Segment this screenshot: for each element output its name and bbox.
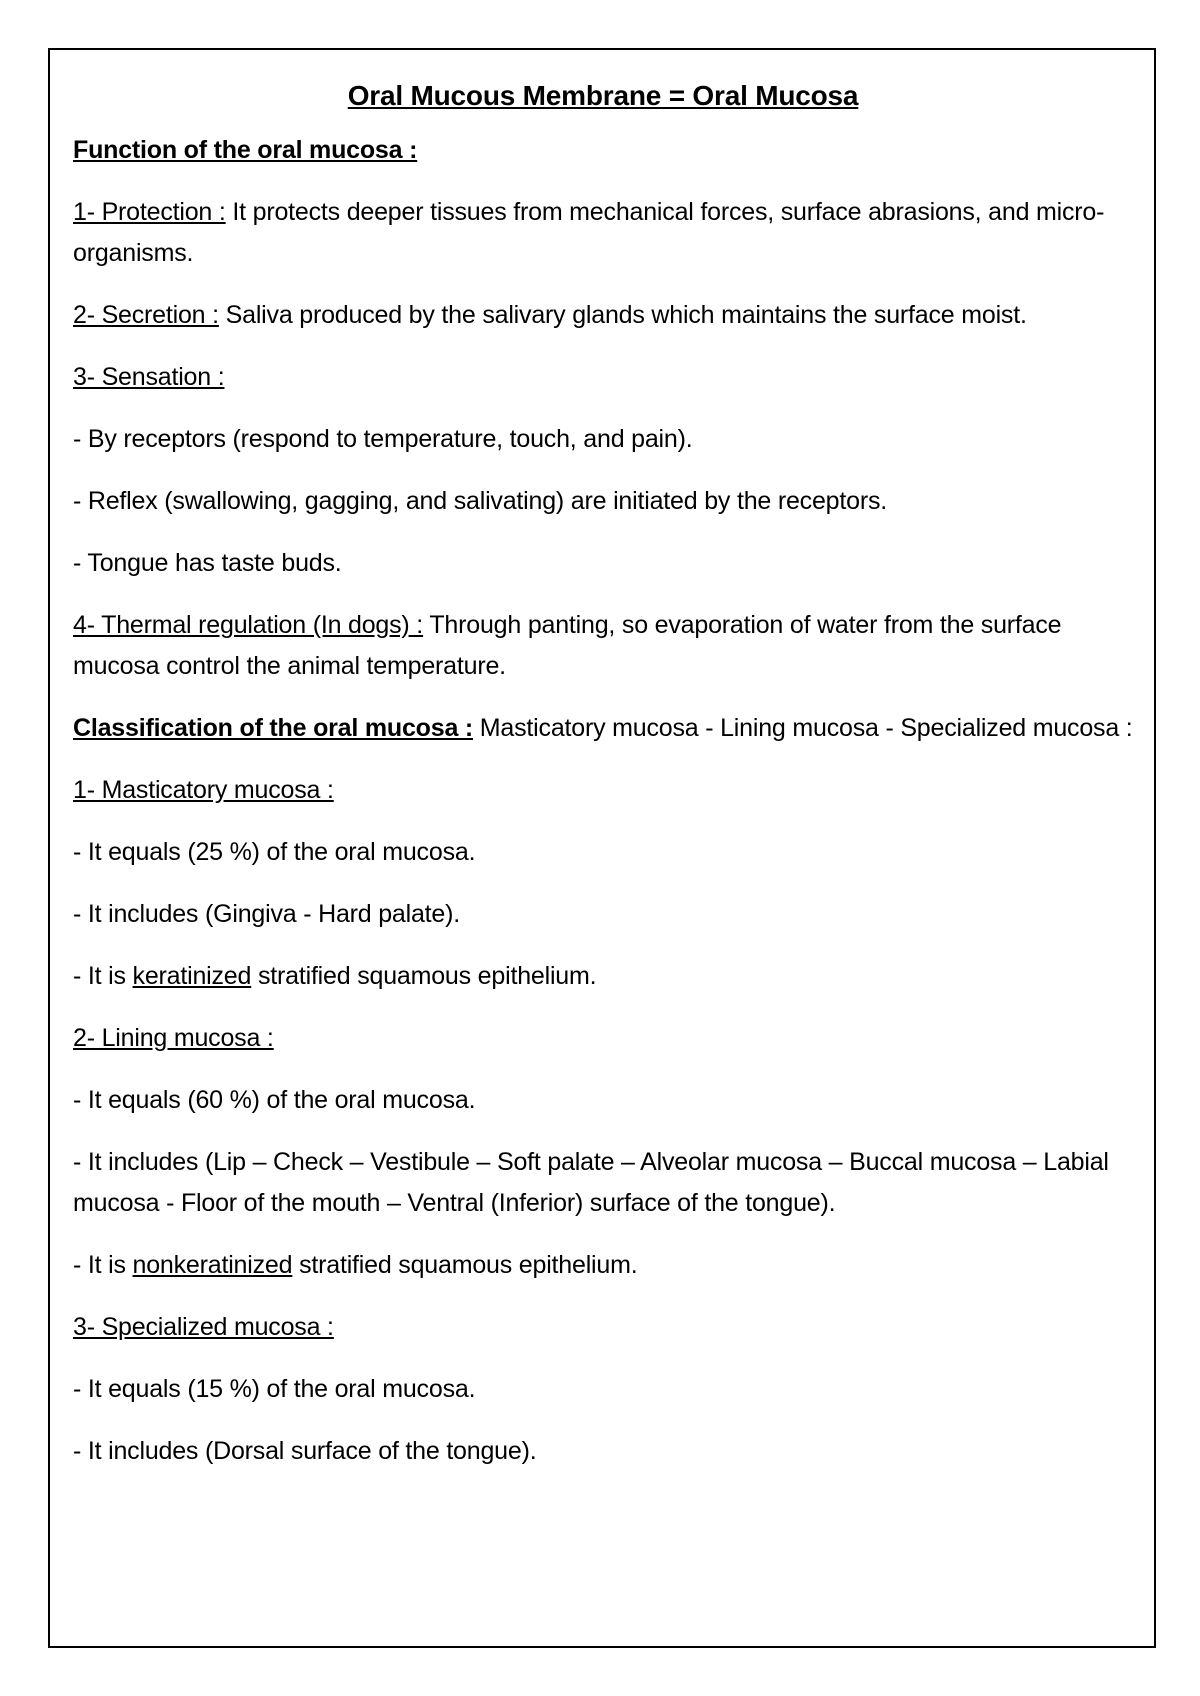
lining-heading bbox=[73, 1018, 1133, 1059]
function-protection bbox=[73, 192, 1133, 274]
specialized-equals: - It equals (15 %) of the oral mucosa. bbox=[73, 1375, 476, 1403]
thermal-text: Through panting, so evaporation of water from the surface mucosa control the animal temperature. bbox=[73, 611, 1062, 680]
masticatory-epithelium bbox=[73, 956, 1133, 997]
secretion-text: Saliva produced by the salivary glands which maintains the surface moist. bbox=[218, 301, 1027, 329]
sensation-label: 3- Sensation : bbox=[73, 363, 225, 391]
sensation-point-receptors: - By receptors (respond to temperature, touch, and pain). bbox=[73, 425, 693, 453]
masticatory-equals: - It equals (25 %) of the oral mucosa. bbox=[73, 838, 476, 866]
lining-is-suffix: stratified squamous epithelium. bbox=[292, 1251, 638, 1279]
thermal-label: 4- Thermal regulation (In dogs) : bbox=[73, 611, 424, 639]
specialized-heading-text: 3- Specialized mucosa : bbox=[73, 1313, 334, 1341]
lining-heading-text: 2- Lining mucosa : bbox=[73, 1024, 274, 1052]
classification-label: Classification of the oral mucosa : bbox=[73, 714, 474, 742]
function-secretion bbox=[73, 295, 1133, 336]
function-heading-text: Function of the oral mucosa : bbox=[73, 136, 418, 164]
secretion-label: 2- Secretion : bbox=[73, 301, 219, 329]
lining-includes: - It includes (Lip – Check – Vestibule – Soft palate – Alveolar mucosa – Buccal mucosa – Labial mucosa - Floor of the mouth – Ventral (Inferior) surface of the tongue). bbox=[73, 1148, 1109, 1217]
masticatory-includes: - It includes (Gingiva - Hard palate). bbox=[73, 900, 461, 928]
specialized-heading bbox=[73, 1307, 1133, 1348]
function-thermal bbox=[73, 605, 1133, 687]
masticatory-keyword: keratinized bbox=[132, 962, 252, 990]
classification-text: Masticatory mucosa - Lining mucosa - Specialized mucosa : bbox=[473, 714, 1133, 742]
masticatory-heading bbox=[73, 770, 1133, 811]
masticatory-is-prefix: - It is bbox=[73, 962, 133, 990]
document-body bbox=[73, 76, 1133, 1493]
sensation-point-taste: - Tongue has taste buds. bbox=[73, 549, 342, 577]
function-heading bbox=[73, 130, 1133, 171]
classification bbox=[73, 708, 1133, 749]
lining-keyword: nonkeratinized bbox=[132, 1251, 293, 1279]
masticatory-is-suffix: stratified squamous epithelium. bbox=[251, 962, 597, 990]
protection-label: 1- Protection : bbox=[73, 198, 226, 226]
function-sensation bbox=[73, 357, 1133, 398]
masticatory-heading-text: 1- Masticatory mucosa : bbox=[73, 776, 334, 804]
lining-is-prefix: - It is bbox=[73, 1251, 133, 1279]
sensation-point-reflex: - Reflex (swallowing, gagging, and salivating) are initiated by the receptors. bbox=[73, 487, 888, 515]
page-title: Oral Mucous Membrane = Oral Mucosa bbox=[347, 80, 859, 111]
protection-text: It protects deeper tissues from mechanical forces, surface abrasions, and micro-organisms. bbox=[73, 198, 1105, 267]
specialized-includes: - It includes (Dorsal surface of the tongue). bbox=[73, 1437, 537, 1465]
lining-equals: - It equals (60 %) of the oral mucosa. bbox=[73, 1086, 476, 1114]
lining-epithelium bbox=[73, 1245, 1133, 1286]
